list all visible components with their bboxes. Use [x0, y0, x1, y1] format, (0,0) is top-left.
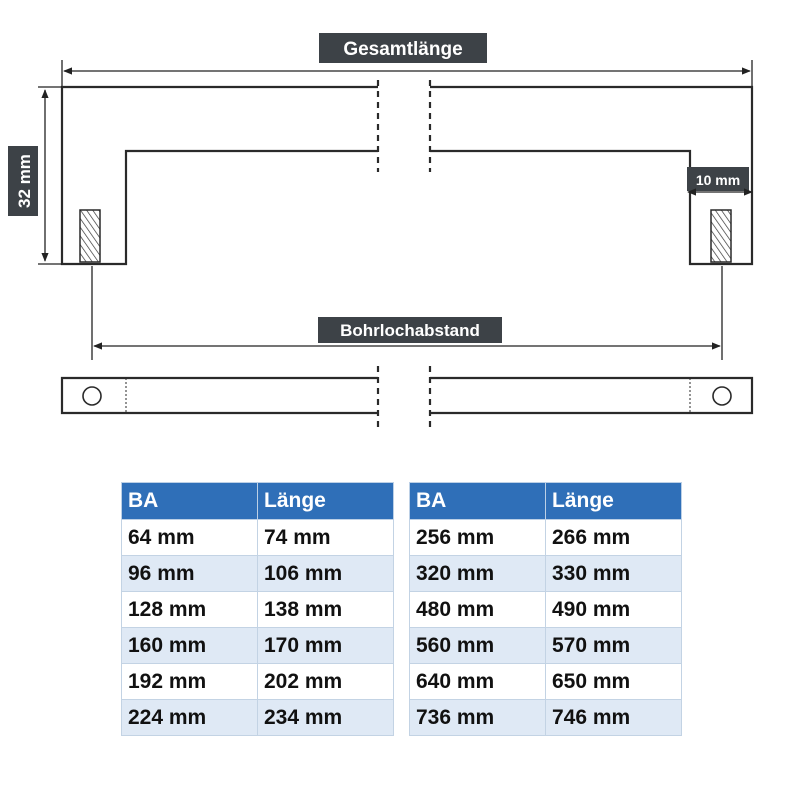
height-dimension — [38, 87, 62, 264]
total-length-label: Gesamtlänge — [343, 39, 463, 60]
table-row — [410, 520, 682, 556]
cell-laenge: 570 mm — [546, 628, 682, 664]
cell-ba: 560 mm — [410, 628, 546, 664]
cell-laenge: 490 mm — [546, 592, 682, 628]
thread-insert-right — [711, 210, 731, 262]
mounting-hole-left — [83, 387, 101, 405]
cell-laenge: 138 mm — [258, 592, 394, 628]
hole-spacing-dimension — [92, 266, 722, 360]
cell-ba: 320 mm — [410, 556, 546, 592]
bottom-view-left — [62, 378, 378, 413]
cell-ba: 160 mm — [122, 628, 258, 664]
cell-ba: 256 mm — [410, 520, 546, 556]
table-row — [122, 520, 394, 556]
cell-laenge: 202 mm — [258, 664, 394, 700]
handle-left-half — [62, 87, 378, 264]
height-label: 32 mm — [15, 154, 34, 208]
cell-ba: 96 mm — [122, 556, 258, 592]
mounting-hole-right — [713, 387, 731, 405]
break-marks-top — [378, 80, 430, 172]
cell-laenge: 266 mm — [546, 520, 682, 556]
cell-ba: 64 mm — [122, 520, 258, 556]
header-ba: BA — [410, 483, 546, 520]
cell-ba: 192 mm — [122, 664, 258, 700]
table-row — [122, 556, 394, 592]
handle-side-view — [62, 87, 752, 264]
bottom-view-right — [430, 378, 752, 413]
cell-laenge: 170 mm — [258, 628, 394, 664]
handle-bottom-view — [62, 378, 752, 413]
total-length-dimension — [62, 60, 752, 86]
cell-ba: 736 mm — [410, 700, 546, 736]
cell-ba: 640 mm — [410, 664, 546, 700]
table-row — [410, 700, 682, 736]
cell-laenge: 330 mm — [546, 556, 682, 592]
table-header-row — [410, 483, 682, 520]
width-label: 10 mm — [695, 172, 741, 188]
header-laenge: Länge — [258, 483, 394, 520]
cell-laenge: 106 mm — [258, 556, 394, 592]
cell-laenge: 234 mm — [258, 700, 394, 736]
header-ba: BA — [122, 483, 258, 520]
table-row — [410, 556, 682, 592]
table-row — [122, 628, 394, 664]
cell-ba: 224 mm — [122, 700, 258, 736]
size-table-left — [121, 482, 394, 736]
table-row — [410, 592, 682, 628]
table-row — [122, 592, 394, 628]
cell-ba: 480 mm — [410, 592, 546, 628]
size-table-right — [409, 482, 682, 736]
header-laenge: Länge — [546, 483, 682, 520]
cell-laenge: 650 mm — [546, 664, 682, 700]
hole-spacing-label: Bohrlochabstand — [340, 321, 480, 340]
table-row — [410, 628, 682, 664]
thread-insert-left — [80, 210, 100, 262]
cell-laenge: 74 mm — [258, 520, 394, 556]
table-row — [122, 700, 394, 736]
table-header-row — [122, 483, 394, 520]
break-marks-bottom — [378, 366, 430, 428]
cell-laenge: 746 mm — [546, 700, 682, 736]
cell-ba: 128 mm — [122, 592, 258, 628]
table-row — [410, 664, 682, 700]
table-row — [122, 664, 394, 700]
